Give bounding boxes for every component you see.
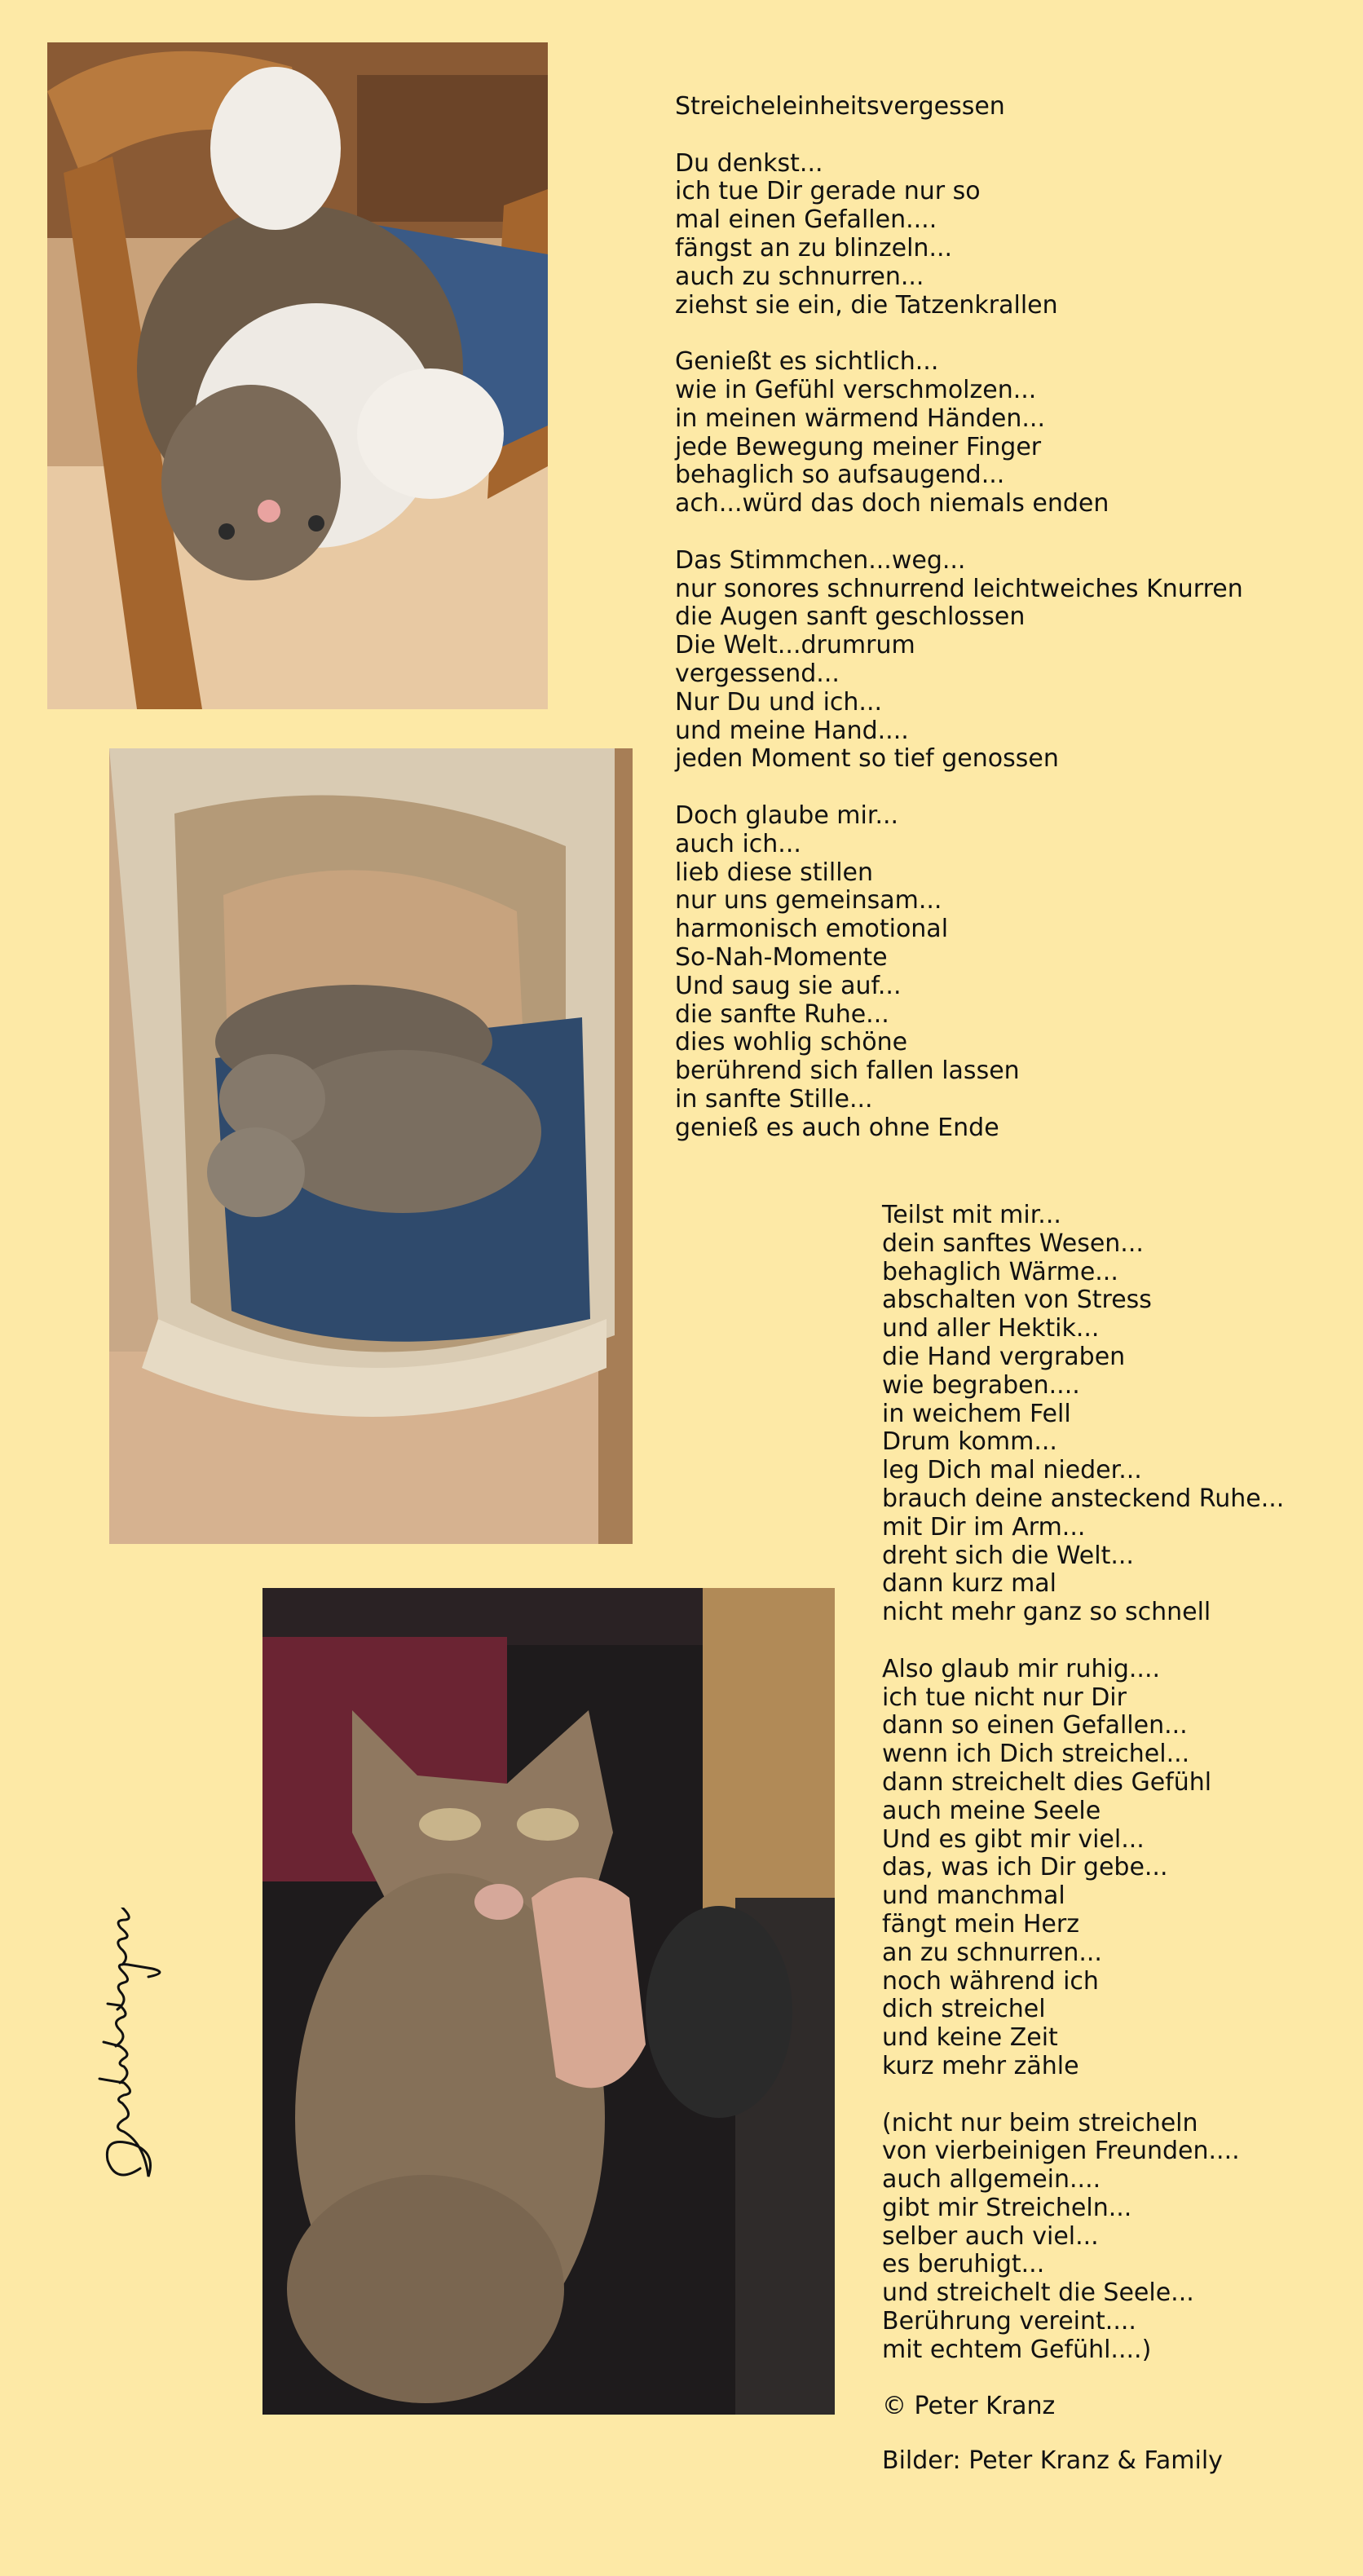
- poem-line: fängt mein Herz: [882, 1909, 1079, 1939]
- poem-line: Das Stimmchen...weg...: [675, 545, 966, 575]
- poem-line: es beruhigt...: [882, 2250, 1045, 2279]
- poem-line: genieß es auch ohne Ende: [675, 1113, 999, 1142]
- poem-left-column: [675, 93, 1243, 1142]
- poem-line: die sanfte Ruhe...: [675, 999, 889, 1029]
- poem-line: und streichelt die Seele...: [882, 2278, 1194, 2308]
- poem-line: in weichem Fell: [882, 1399, 1071, 1428]
- poem-line: jede Bewegung meiner Finger: [675, 432, 1042, 461]
- poem-stanza: [675, 150, 1243, 320]
- poem-line: von vierbeinigen Freunden....: [882, 2137, 1240, 2166]
- poem-line: dann so einen Gefallen...: [882, 1711, 1188, 1740]
- poem-line: Doch glaube mir...: [675, 801, 899, 830]
- poem-line: dein sanftes Wesen...: [882, 1228, 1144, 1258]
- poem-line: gibt mir Streicheln...: [882, 2193, 1132, 2222]
- poem-line: mal einen Gefallen....: [675, 205, 937, 235]
- poem-line: nicht mehr ganz so schnell: [882, 1598, 1211, 1627]
- poem-line: und aller Hektik...: [882, 1314, 1100, 1343]
- poem-line: vergessend...: [675, 659, 840, 688]
- poem-line: nur uns gemeinsam...: [675, 886, 942, 915]
- poem-line: und keine Zeit: [882, 2023, 1058, 2053]
- poem-stanza: [675, 348, 1243, 518]
- poem-line: dann streichelt dies Gefühl: [882, 1767, 1212, 1797]
- poem-line: Nur Du und ich...: [675, 687, 883, 717]
- poem-line: Und saug sie auf...: [675, 971, 902, 1000]
- copyright-text: © Peter Kranz: [882, 2392, 1056, 2421]
- photo-kitten-on-lap: [262, 1588, 835, 2415]
- poem-line: auch meine Seele: [882, 1796, 1101, 1825]
- poem-line: nur sonores schnurrend leichtweiches Knurren: [675, 574, 1243, 603]
- poem-line: dann kurz mal: [882, 1569, 1057, 1599]
- poem-stanza: [882, 2110, 1284, 2365]
- poem-line: auch ich...: [675, 829, 801, 858]
- poem-line: dies wohlig schöne: [675, 1028, 908, 1057]
- poem-line: das, was ich Dir gebe...: [882, 1853, 1168, 1882]
- signature-gedichtezauber: [75, 1908, 181, 2185]
- poem-line: mit Dir im Arm...: [882, 1512, 1086, 1542]
- poem-line: Drum komm...: [882, 1427, 1057, 1457]
- poem-line: kurz mehr zähle: [882, 2051, 1079, 2080]
- poem-line: selber auch viel...: [882, 2221, 1099, 2251]
- poem-line: die Augen sanft geschlossen: [675, 602, 1026, 632]
- poem-line: Genießt es sichtlich...: [675, 347, 939, 377]
- poem-line: berührend sich fallen lassen: [675, 1056, 1020, 1086]
- poem-line: jeden Moment so tief genossen: [675, 744, 1059, 774]
- poem-line: mit echtem Gefühl....): [882, 2335, 1152, 2364]
- poem-line: fängst an zu blinzeln...: [675, 233, 953, 262]
- poem-line: Also glaub mir ruhig....: [882, 1654, 1161, 1683]
- poem-line: wenn ich Dich streichel...: [882, 1740, 1190, 1769]
- poem-line: auch allgemein....: [882, 2165, 1101, 2194]
- poem-line: wie begraben....: [882, 1370, 1080, 1400]
- poem-line: Und es gibt mir viel...: [882, 1824, 1145, 1854]
- poem-line: harmonisch emotional: [675, 915, 949, 944]
- poem-right-column: [882, 1202, 1284, 2476]
- photo-cat-paw-raised: [47, 42, 548, 709]
- poem-line: und manchmal: [882, 1881, 1065, 1911]
- poem-line: die Hand vergraben: [882, 1342, 1126, 1371]
- poem-line: So-Nah-Momente: [675, 942, 888, 972]
- poem-title: Streicheleinheitsvergessen: [675, 92, 1005, 121]
- poem-line: abschalten von Stress: [882, 1286, 1152, 1315]
- poem-line: in meinen wärmend Händen...: [675, 404, 1045, 433]
- poem-stanza: [675, 802, 1243, 1143]
- poem-line: auch zu schnurren...: [675, 262, 924, 291]
- poem-line: lieb diese stillen: [675, 858, 874, 887]
- photo-credit-text: Bilder: Peter Kranz & Family: [882, 2446, 1223, 2476]
- poem-line: dich streichel: [882, 1995, 1046, 2024]
- poem-stanza: [675, 547, 1243, 774]
- poem-line: an zu schnurren...: [882, 1938, 1102, 1967]
- photo-two-cats-wicker-chair: [109, 748, 633, 1544]
- poem-line: in sanfte Stille...: [675, 1084, 873, 1114]
- poem-line: ziehst sie ein, die Tatzenkrallen: [675, 290, 1058, 320]
- poem-line: Du denkst...: [675, 148, 823, 178]
- poem-line: ach...würd das doch niemals enden: [675, 489, 1109, 518]
- poem-line: (nicht nur beim streicheln: [882, 2108, 1198, 2137]
- poem-line: brauch deine ansteckend Ruhe...: [882, 1484, 1285, 1513]
- poem-stanza: [882, 1202, 1284, 1627]
- poem-line: ich tue nicht nur Dir: [882, 1683, 1127, 1712]
- poem-line: Berührung vereint....: [882, 2307, 1136, 2336]
- poem-line: ich tue Dir gerade nur so: [675, 177, 981, 206]
- poem-line: Teilst mit mir...: [882, 1201, 1061, 1229]
- poem-line: noch während ich: [882, 1966, 1099, 1996]
- poem-line: behaglich so aufsaugend...: [675, 461, 1005, 490]
- poem-line: dreht sich die Welt...: [882, 1541, 1134, 1570]
- poem-line: Die Welt...drumrum: [675, 631, 915, 660]
- poem-line: wie in Gefühl verschmolzen...: [675, 375, 1037, 404]
- poem-line: behaglich Wärme...: [882, 1257, 1118, 1286]
- poem-line: und meine Hand....: [675, 716, 909, 745]
- poem-line: leg Dich mal nieder...: [882, 1456, 1142, 1485]
- poem-stanza: [882, 1656, 1284, 2081]
